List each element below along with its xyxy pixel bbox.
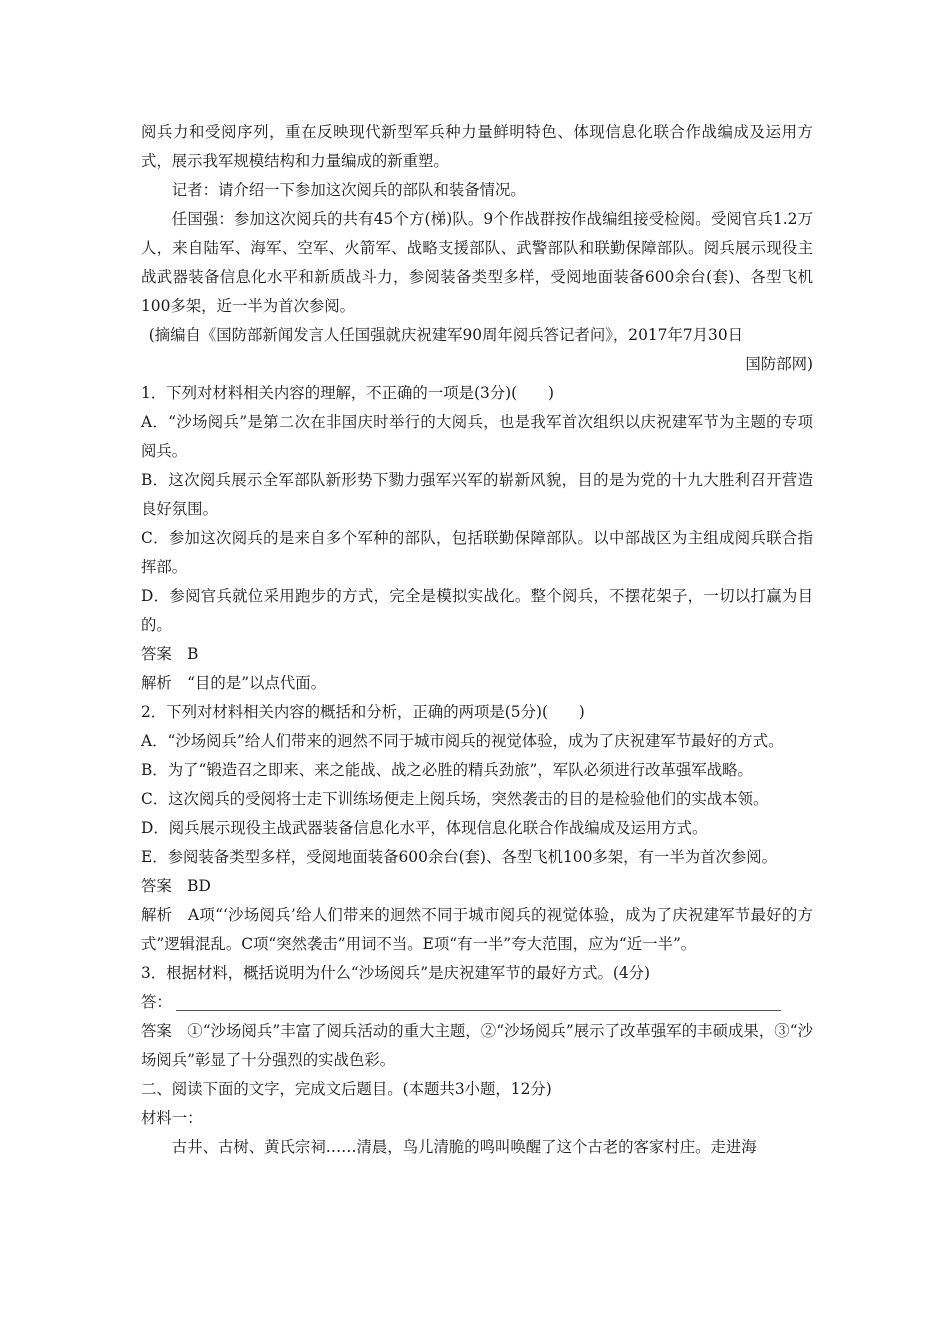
section-2-heading: 二、阅读下面的文字，完成文后题目。(本题共3小题，12分) <box>141 1080 552 1098</box>
question-2-option-d: D．阅兵展示现役主战武器装备信息化水平，体现信息化联合作战编成及运用方式。 <box>141 819 708 837</box>
question-3-stem: 3．根据材料，概括说明为什么“沙场阅兵”是庆祝建军节的最好方式。(4分) <box>141 964 651 982</box>
question-2-answer: 答案 BD <box>141 877 211 895</box>
question-3-answer: 答案 ①“沙场阅兵”丰富了阅兵活动的重大主题，②“沙场阅兵”展示了改革强军的丰硕成果，③“沙场阅兵”彰显了十分强烈的实战色彩。 <box>141 1022 813 1069</box>
material-intro: 阅兵力和受阅序列，重在反映现代新型军兵种力量鲜明特色、体现信息化联合作战编成及运用方式，展示我军规模结构和力量编成的新重塑。 <box>141 123 813 170</box>
answer-label: 答： <box>141 993 172 1011</box>
question-2-analysis: 解析 A项“‘沙场阅兵’给人们带来的迥然不同于城市阅兵的视觉体验，成为了庆祝建军节最好的方式”逻辑混乱。C项“突然袭击”用词不当。E项“有一半”夸大范围，应为“近一半”。 <box>141 906 813 953</box>
spokesperson-answer: 任国强：参加这次阅兵的共有45个方(梯)队。9个作战群按作战编组接受检阅。受阅官兵1.2万人，来自陆军、海军、空军、火箭军、战略支援部队、武警部队和联勤保障部队。阅兵展示现役主战武器装备信息化水平和新质战斗力，参阅装备类型多样，受阅地面装备600余台(套)、各型飞机100多架，近一半为首次参阅。 <box>141 210 813 315</box>
document-page <box>141 118 813 1162</box>
source-citation-line1: (摘编自《国防部新闻发言人任国强就庆祝建军90周年阅兵答记者问》，2017年7月30日 <box>148 326 744 344</box>
question-1-stem: 1．下列对材料相关内容的理解，不正确的一项是(3分)( ) <box>141 384 554 402</box>
question-2-option-e: E．参阅装备类型多样，受阅地面装备600余台(套)、各型飞机100多架，有一半为首次参阅。 <box>141 848 778 866</box>
question-1-option-d: D．参阅官兵就位采用跑步的方式，完全是模拟实战化。整个阅兵，不摆花架子，一切以打赢为目的。 <box>141 587 813 634</box>
question-1-analysis: 解析 “目的是”以点代面。 <box>141 674 327 692</box>
question-1-option-a: A．“沙场阅兵”是第二次在非国庆时举行的大阅兵，也是我军首次组织以庆祝建军节为主题的专项阅兵。 <box>141 413 813 460</box>
answer-underline <box>176 990 781 1011</box>
material-1-first-paragraph: 古井、古树、黄氏宗祠……清晨，鸟儿清脆的鸣叫唤醒了这个古老的客家村庄。走进海 <box>171 1138 757 1156</box>
question-2-option-c: C．这次阅兵的受阅将士走下训练场便走上阅兵场，突然袭击的目的是检验他们的实战本领。 <box>141 790 769 808</box>
source-citation-line2: 国防部网) <box>745 355 813 373</box>
reporter-question: 记者：请介绍一下参加这次阅兵的部队和装备情况。 <box>171 181 526 199</box>
material-1-label: 材料一： <box>141 1109 203 1127</box>
question-1-option-c: C．参加这次阅兵的是来自多个军种的部队，包括联勤保障部队。以中部战区为主组成阅兵联合指挥部。 <box>141 529 813 576</box>
question-1-answer: 答案 B <box>141 645 199 663</box>
question-2-stem: 2．下列对材料相关内容的概括和分析，正确的两项是(5分)( ) <box>141 703 585 721</box>
question-3-answer-blank <box>141 988 813 1017</box>
question-2-option-b: B．为了“锻造召之即来、来之能战、战之必胜的精兵劲旅”，军队必须进行改革强军战略。 <box>141 761 753 779</box>
question-2-option-a: A．“沙场阅兵”给人们带来的迥然不同于城市阅兵的视觉体验，成为了庆祝建军节最好的方式。 <box>141 732 784 750</box>
question-1-option-b: B．这次阅兵展示全军部队新形势下勠力强军兴军的崭新风貌，目的是为党的十九大胜利召开营造良好氛围。 <box>141 471 813 518</box>
